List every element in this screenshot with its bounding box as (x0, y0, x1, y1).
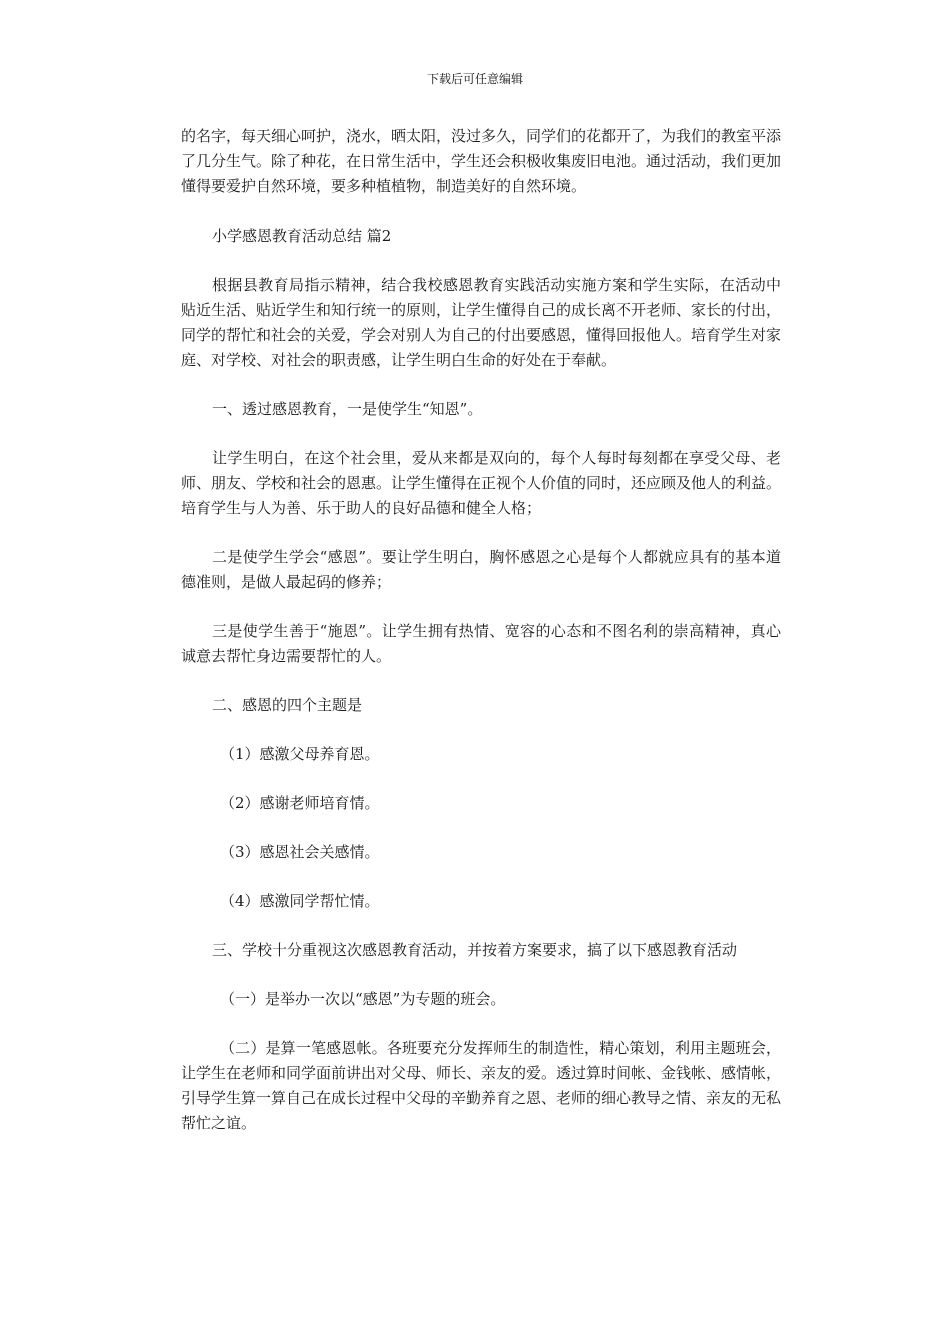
paragraph-give-grace: 三是使学生善于“施恩”。让学生拥有热情、宽容的心态和不图名利的崇高精神，真心诚意去帮忙身边需要帮忙的人。 (181, 622, 781, 665)
activity-two: （二）是算一笔感恩帐。各班要充分发挥师生的制造性，精心策划，利用主题班会，让学生在老师和同学面前讲出对父母、师长、亲友的爱。透过算时间帐、金钱帐、感情帐，引导学生算一算自己在成长过程中父母的辛勤养育之恩、老师的细心教导之情、亲友的无私帮忙之谊。 (181, 1039, 782, 1132)
page-header: 下载后可任意编辑 (426, 72, 523, 86)
list-item: （4）感激同学帮忙情。 (220, 892, 380, 910)
heading-one: 一、透过感恩教育，一是使学生“知恩”。 (212, 400, 483, 418)
section-title: 小学感恩教育活动总结 篇2 (212, 227, 392, 245)
paragraph-continued: 的名字，每天细心呵护，浇水，晒太阳，没过多久，同学们的花都开了，为我们的教室平添了几分生气。除了种花，在日常生活中，学生还会积极收集废旧电池。通过活动，我们更加懂得要爱护自然环境，要多种植植物，制造美好的自然环境。 (181, 127, 782, 195)
activity-one: （一）是举办一次以“感恩”为专题的班会。 (220, 990, 506, 1008)
list-item: （3）感恩社会关感情。 (220, 843, 380, 861)
paragraph-learn-gratitude: 二是使学生学会“感恩”。要让学生明白，胸怀感恩之心是每个人都就应具有的基本道德准则，是做人最起码的修养； (181, 548, 781, 591)
paragraph-intro: 根据县教育局指示精神，结合我校感恩教育实践活动实施方案和学生实际，在活动中贴近生活、贴近学生和知行统一的原则，让学生懂得自己的成长离不开老师、家长的付出，同学的帮忙和社会的关爱，学会对别人为自己的付出要感恩，懂得回报他人。培育学生对家庭、对学校、对社会的职责感，让学生明白生命的好处在于奉献。 (181, 276, 782, 369)
document-body (181, 124, 781, 1160)
list-item: （2）感谢老师培育情。 (220, 794, 380, 812)
heading-three: 三、学校十分重视这次感恩教育活动，并按着方案要求，搞了以下感恩教育活动 (212, 941, 738, 959)
heading-two: 二、感恩的四个主题是 (212, 696, 363, 714)
paragraph-know-grace: 让学生明白，在这个社会里，爱从来都是双向的，每个人每时每刻都在享受父母、老师、朋友、学校和社会的恩惠。让学生懂得在正视个人价值的同时，还应顾及他人的利益。培育学生与人为善、乐于助人的良好品德和健全人格； (181, 449, 782, 517)
list-item: （1）感激父母养育恩。 (220, 745, 380, 763)
